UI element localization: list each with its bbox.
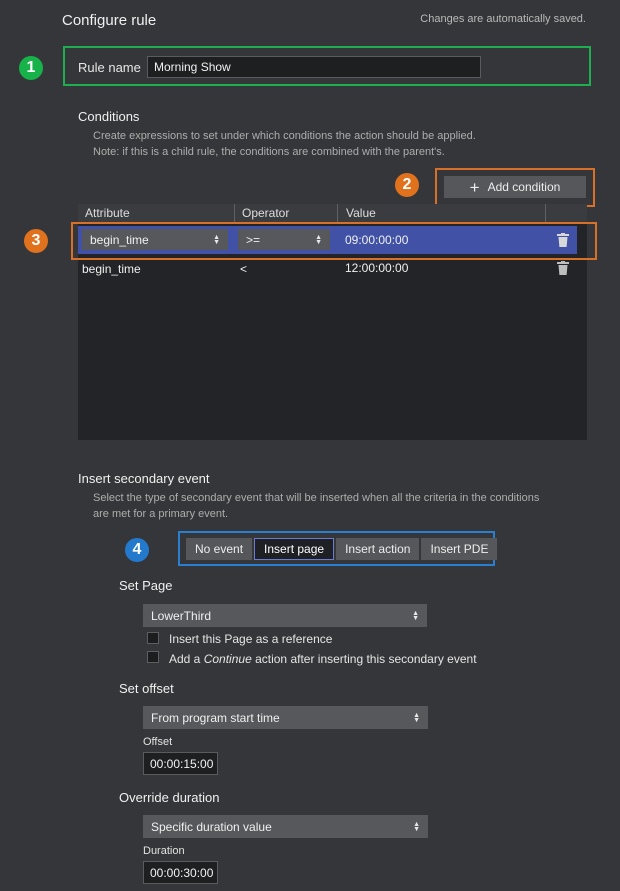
conditions-description-2: Note: if this is a child rule, the conditions are combined with the parent's. (93, 146, 445, 158)
attribute-select-value: begin_time (90, 232, 149, 247)
reference-checkbox-label: Insert this Page as a reference (169, 632, 333, 646)
set-page-heading: Set Page (119, 578, 173, 593)
callout-badge-1: 1 (19, 56, 43, 80)
insert-page-button[interactable]: Insert page (254, 538, 334, 560)
callout-badge-4: 4 (125, 538, 149, 562)
override-duration-heading: Override duration (119, 790, 220, 805)
set-offset-heading: Set offset (119, 681, 174, 696)
table-header (78, 204, 587, 223)
no-event-button[interactable]: No event (186, 538, 252, 560)
duration-input[interactable]: 00:00:30:00 (143, 861, 218, 884)
callout-badge-3: 3 (24, 229, 48, 253)
offset-source-select[interactable] (143, 706, 428, 729)
rule-name-input[interactable]: Morning Show (147, 56, 481, 78)
conditions-description-1: Create expressions to set under which conditions the action should be applied. (93, 130, 476, 142)
continue-checkbox[interactable] (147, 651, 159, 663)
column-header-value[interactable]: Value (346, 206, 376, 220)
duration-mode-select[interactable] (143, 815, 428, 838)
updown-arrows-icon: ▲ ▼ (413, 820, 420, 833)
highlight-condition-row (71, 222, 597, 260)
attribute-cell-2[interactable]: begin_time (82, 262, 141, 276)
secondary-event-heading: Insert secondary event (78, 471, 210, 486)
value-cell-1[interactable]: 09:00:00:00 (345, 233, 409, 247)
trash-icon[interactable] (557, 261, 569, 275)
secondary-event-description-2: are met for a primary event. (93, 508, 229, 520)
offset-source-value: From program start time (151, 710, 280, 725)
page-select-value: LowerThird (151, 608, 212, 623)
updown-arrows-icon: ▲ ▼ (213, 233, 220, 246)
plus-icon: + (469, 177, 480, 197)
continue-checkbox-label: Add a Continue action after inserting this secondary event (169, 652, 477, 666)
secondary-event-description-1: Select the type of secondary event that will be inserted when all the criteria in the conditions (93, 492, 540, 504)
updown-arrows-icon: ▲ ▼ (412, 609, 419, 622)
page-select[interactable] (143, 604, 427, 627)
rule-name-label: Rule name (78, 60, 141, 75)
updown-arrows-icon: ▲ ▼ (413, 711, 420, 724)
duration-mode-value: Specific duration value (151, 819, 272, 834)
updown-arrows-icon: ▲ ▼ (315, 233, 322, 246)
offset-input[interactable]: 00:00:15:00 (143, 752, 218, 775)
add-condition-button[interactable] (444, 176, 586, 198)
operator-cell-2[interactable]: < (240, 262, 248, 276)
insert-action-button[interactable]: Insert action (336, 538, 419, 560)
event-type-selector (186, 538, 499, 560)
callout-badge-2: 2 (395, 173, 419, 197)
duration-label: Duration (143, 845, 185, 857)
column-header-attribute[interactable]: Attribute (85, 206, 130, 220)
operator-select-value: >= (246, 232, 261, 247)
conditions-heading: Conditions (78, 109, 140, 124)
add-condition-label: Add condition (487, 180, 561, 194)
offset-label: Offset (143, 736, 173, 748)
page-title: Configure rule (62, 12, 157, 29)
autosave-note: Changes are automatically saved. (420, 13, 586, 25)
column-header-operator[interactable]: Operator (242, 206, 290, 220)
reference-checkbox[interactable] (147, 632, 159, 644)
insert-pde-button[interactable]: Insert PDE (421, 538, 497, 560)
value-cell-2[interactable]: 12:00:00:00 (345, 261, 409, 275)
